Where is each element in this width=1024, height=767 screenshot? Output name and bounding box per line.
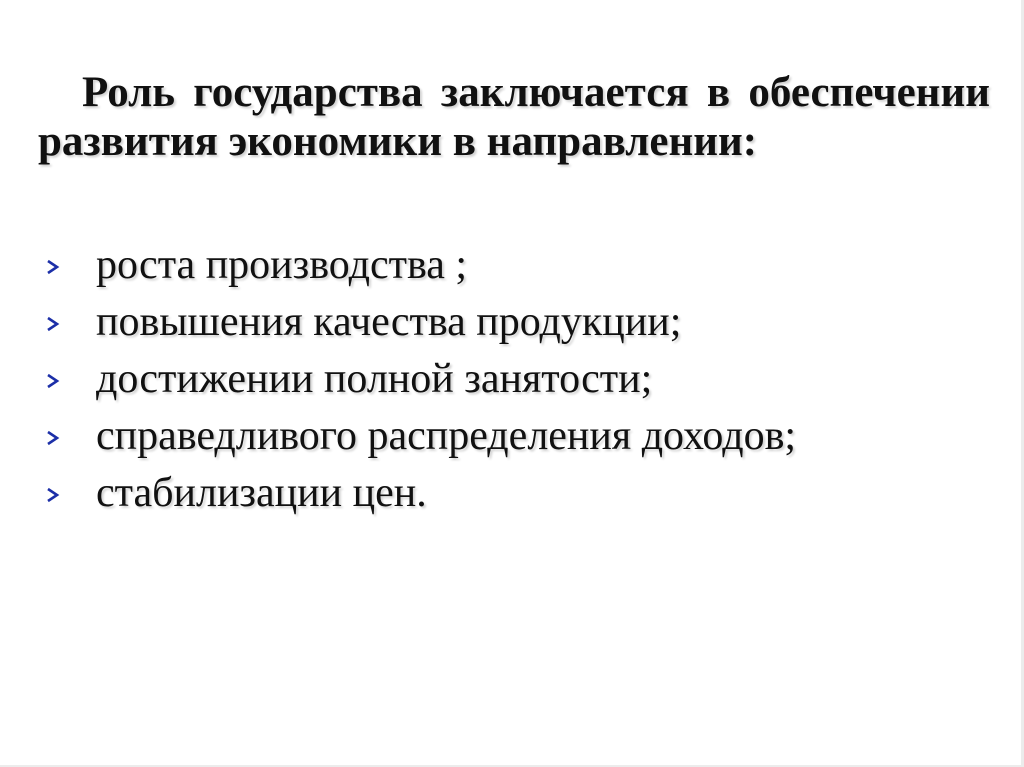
list-item-text: стабилизации цен. bbox=[96, 469, 427, 516]
list-item bbox=[46, 236, 986, 293]
chevron-right-icon bbox=[46, 369, 96, 389]
list-item-text: достижении полной занятости; bbox=[96, 355, 653, 402]
chevron-right-icon bbox=[46, 312, 96, 332]
chevron-right-icon bbox=[46, 483, 96, 503]
list-item bbox=[46, 407, 986, 464]
list-item-text: справедливого распределения доходов; bbox=[96, 412, 797, 459]
list-item bbox=[46, 464, 986, 521]
slide-heading: Роль государства заключается в обеспечении развития экономики в направлении: bbox=[38, 69, 990, 165]
list-item bbox=[46, 293, 986, 350]
chevron-right-icon bbox=[46, 426, 96, 446]
list-item bbox=[46, 350, 986, 407]
list-item-text: роста производства ; bbox=[96, 241, 468, 288]
bullet-list bbox=[46, 236, 986, 521]
chevron-right-icon bbox=[46, 255, 96, 275]
list-item-text: повышения качества продукции; bbox=[96, 298, 682, 345]
